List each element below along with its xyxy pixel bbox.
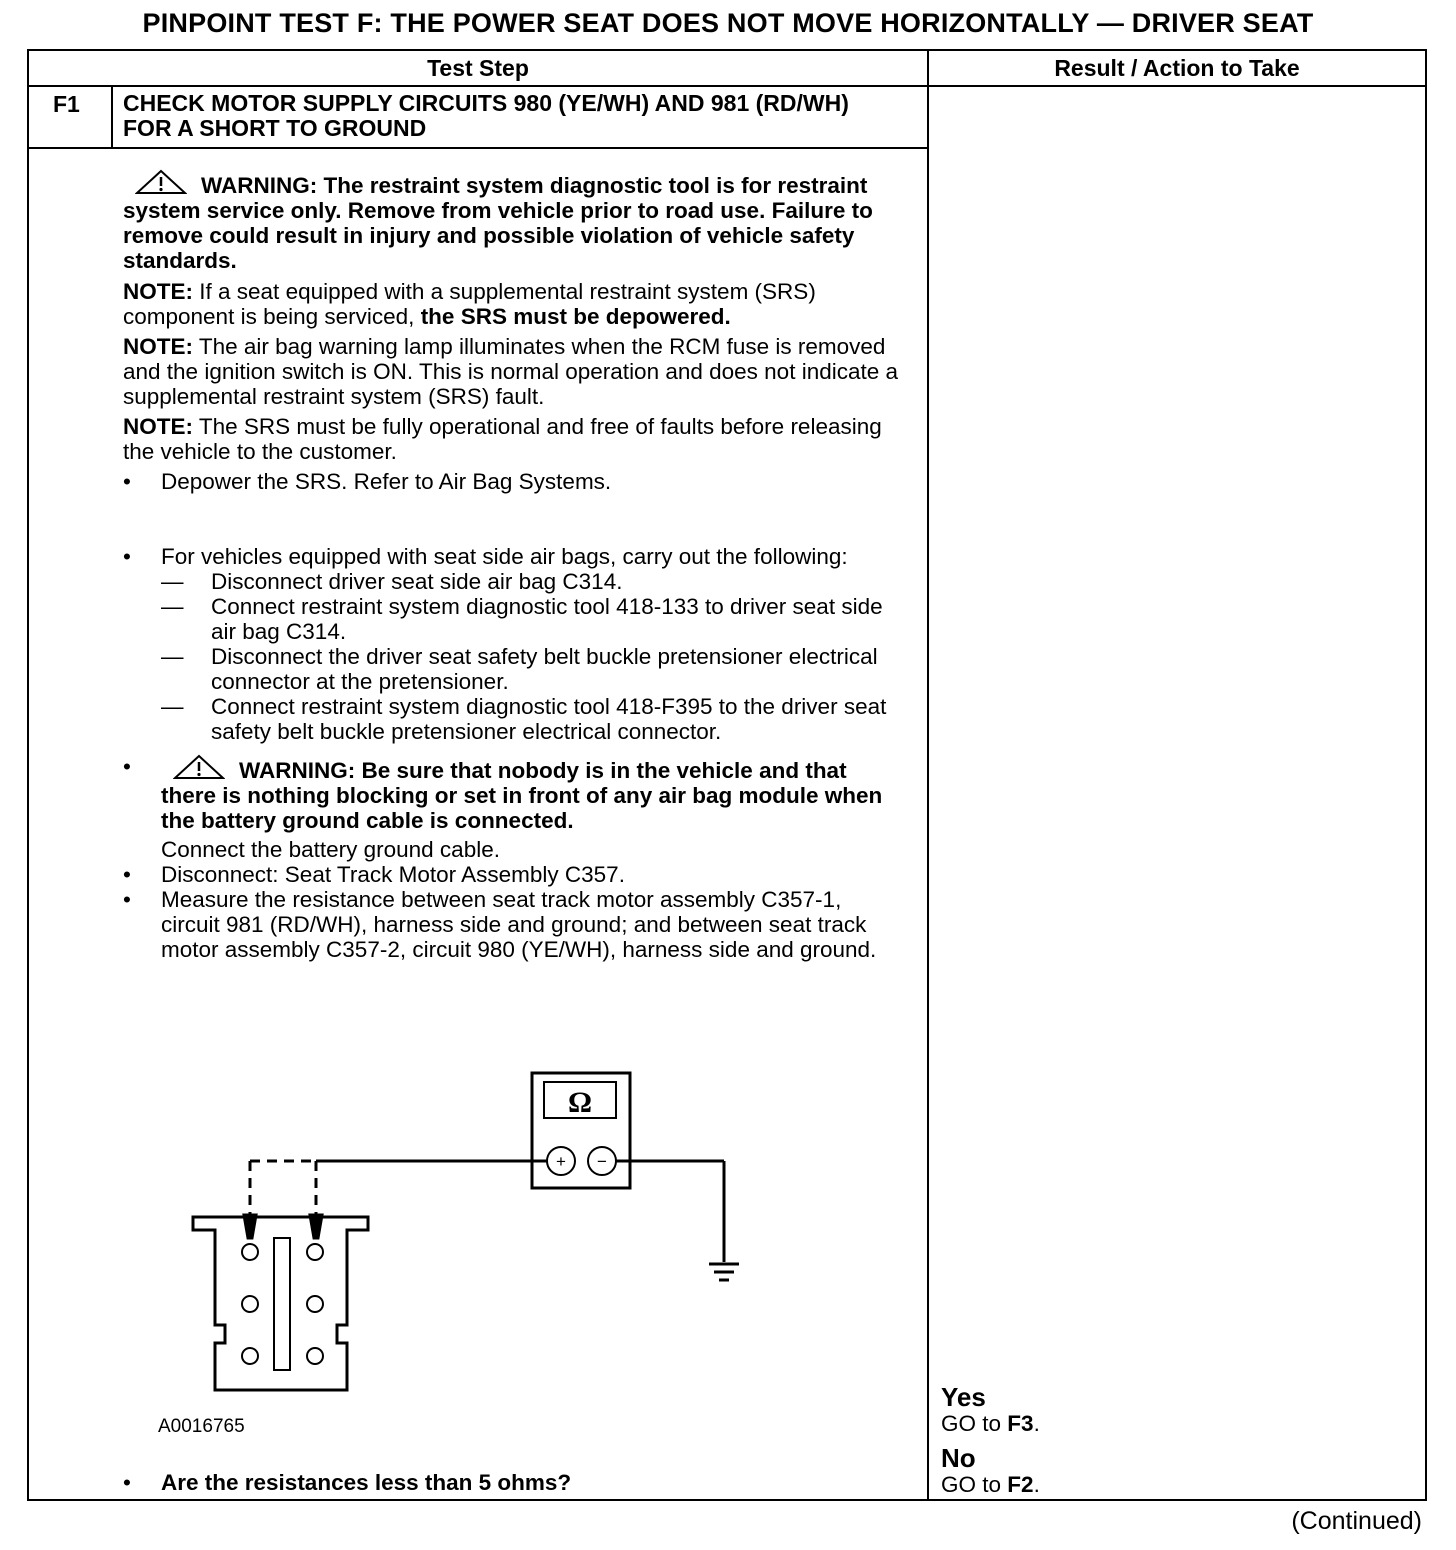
sub-item: [161, 594, 903, 644]
sub-item: [161, 569, 903, 594]
minus-sign: −: [597, 1152, 607, 1171]
c357-connector: [193, 1217, 368, 1390]
warning-triangle-icon: [173, 754, 225, 780]
sub-item: [161, 644, 903, 694]
bullet-glyph: •: [123, 862, 131, 887]
sub-connect-tool-418-133: Connect restraint system diagnostic tool 418-133 to driver seat side air bag C314.: [211, 594, 883, 644]
plus-sign: +: [556, 1152, 566, 1171]
continued-label: (Continued): [1291, 1507, 1422, 1535]
bullet-seat-side-airbags: For vehicles equipped with seat side air bags, carry out the following:: [161, 544, 848, 569]
list-item: [123, 469, 903, 494]
connect-battery-text: Connect the battery ground cable.: [161, 837, 500, 862]
bullet-glyph: •: [123, 887, 131, 912]
question-text: Are the resistances less than 5 ohms?: [161, 1470, 572, 1495]
result-no-label: No: [941, 1443, 976, 1473]
result-period: .: [1033, 1411, 1040, 1436]
bullet-depower: Depower the SRS. Refer to Air Bag Systems.: [161, 469, 612, 494]
result-yes-go: GO to: [941, 1411, 1002, 1436]
step-id-divider: [111, 87, 113, 147]
note-srs-operational: The SRS must be fully operational and free of faults before releasing the vehicle to the customer.: [123, 414, 882, 464]
bullet-measure-resistance: Measure the resistance between seat track motor assembly C357-1, circuit 981 (RD/WH), harness side and ground; and between seat track motor assembly C357-2, circuit 980 (YE/WH), harness side and ground.: [161, 887, 877, 962]
result-yes: [941, 1383, 1411, 1436]
page-title: PINPOINT TEST F: THE POWER SEAT DOES NOT MOVE HORIZONTALLY — DRIVER SEAT: [142, 8, 1314, 38]
result-no: [941, 1444, 1411, 1497]
list-item: [123, 1470, 941, 1495]
list-item: [123, 887, 903, 962]
warning-nobody-in-vehicle: WARNING: Be sure that nobody is in the vehicle and that there is nothing blocking or set in front of any air bag module when the battery ground cable is connected.: [161, 758, 883, 833]
figure-code: A0016765: [158, 1416, 245, 1437]
bullet-disconnect-c357: Disconnect: Seat Track Motor Assembly C357.: [161, 862, 625, 887]
resistance-measurement-diagram: [27, 1020, 787, 1410]
warning-triangle-icon: [135, 169, 187, 195]
result-no-link[interactable]: F2: [1007, 1472, 1034, 1497]
note-srs-depower-bold: the SRS must be depowered.: [420, 304, 731, 329]
result-yes-link[interactable]: F3: [1007, 1411, 1034, 1436]
note-airbag-lamp: The air bag warning lamp illuminates when the RCM fuse is removed and the ignition switch is ON. This is normal operation and does not indicate a supplemental restraint system (SRS) fault.: [123, 334, 899, 409]
list-item: [123, 544, 903, 744]
step-title-divider: [29, 147, 927, 149]
bullet-glyph: •: [123, 469, 131, 494]
sub-disconnect-c314: Disconnect driver seat side air bag C314.: [211, 569, 623, 594]
warning-restraint-tool: WARNING: The restraint system diagnostic tool is for restraint system service only. Remove from vehicle prior to road use. Failure to remove could result in injury and possible violation of vehicle safety standards.: [123, 173, 873, 273]
list-item: [123, 862, 903, 887]
list-item: [123, 754, 903, 862]
bullet-glyph: •: [123, 544, 131, 569]
header-divider: [29, 85, 1425, 87]
bullet-glyph: •: [123, 754, 131, 779]
note-srs-depower: If a seat equipped with a supplemental restraint system (SRS) component is being serviced,: [123, 279, 816, 329]
header-test-step: Test Step: [427, 55, 529, 81]
sub-connect-tool-418-f395: Connect restraint system diagnostic tool 418-F395 to the driver seat safety belt buckle pretensioner electrical connector.: [211, 694, 887, 744]
dash-glyph: —: [161, 644, 184, 669]
note-label: NOTE:: [123, 334, 193, 359]
header-result: Result / Action to Take: [1054, 55, 1300, 81]
pin-c357-1: [242, 1244, 258, 1260]
ohm-symbol: Ω: [567, 1086, 593, 1119]
note-label: NOTE:: [123, 279, 193, 304]
sub-disconnect-pretensioner: Disconnect the driver seat safety belt buckle pretensioner electrical connector at the pretensioner.: [211, 644, 878, 694]
dash-glyph: —: [161, 569, 184, 594]
step-id: F1: [53, 91, 80, 117]
column-divider: [927, 51, 929, 1499]
result-no-go: GO to: [941, 1472, 1002, 1497]
step-body: [123, 169, 903, 962]
dash-glyph: —: [161, 694, 184, 719]
dash-glyph: —: [161, 594, 184, 619]
step-title: CHECK MOTOR SUPPLY CIRCUITS 980 (YE/WH) AND 981 (RD/WH) FOR A SHORT TO GROUND: [123, 90, 849, 141]
bullet-glyph: •: [123, 1470, 131, 1495]
result-yes-label: Yes: [941, 1382, 986, 1412]
note-label: NOTE:: [123, 414, 193, 439]
pin-c357-2: [307, 1244, 323, 1260]
sub-item: [161, 694, 903, 744]
result-period: .: [1033, 1472, 1040, 1497]
